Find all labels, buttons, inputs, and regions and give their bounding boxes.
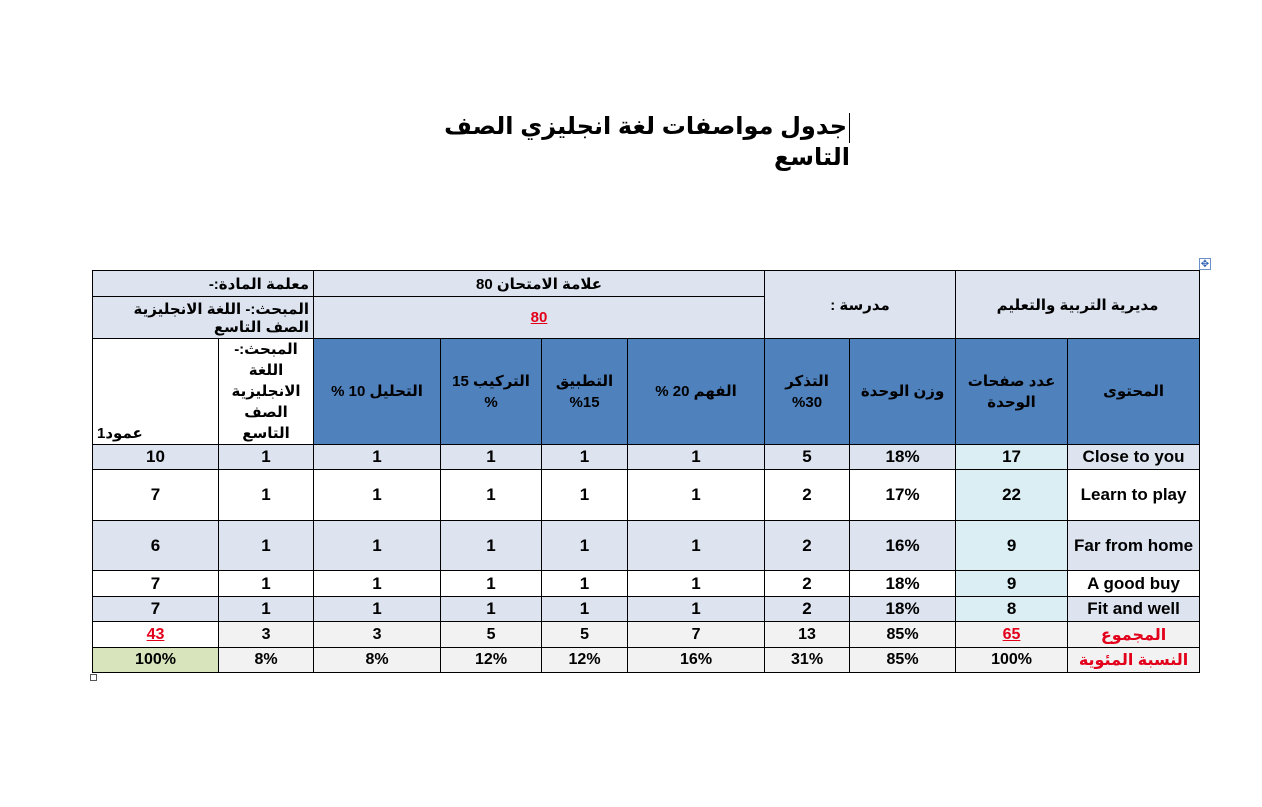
row-analyze: 1 <box>314 470 441 521</box>
percentages-understand: 16% <box>628 648 765 673</box>
row-pages: 9 <box>956 521 1068 571</box>
row-pages: 17 <box>956 445 1068 470</box>
percentages-remember: 31% <box>765 648 850 673</box>
percentages-weight: 85% <box>850 648 956 673</box>
text-cursor <box>849 113 850 143</box>
totals-column1: 43 <box>93 622 219 648</box>
row-remember: 2 <box>765 597 850 622</box>
directorate-cell: مديرية التربية والتعليم <box>956 271 1200 339</box>
percentages-row <box>93 648 1200 673</box>
row-apply: 1 <box>542 597 628 622</box>
totals-subject: 3 <box>219 622 314 648</box>
row-understand: 1 <box>628 521 765 571</box>
row-pages: 9 <box>956 571 1068 597</box>
row-apply: 1 <box>542 521 628 571</box>
col-compose: التركيب 15 % <box>441 339 542 445</box>
row-compose: 1 <box>441 445 542 470</box>
col-column1: عمود1 <box>93 339 219 445</box>
totals-pages: 65 <box>956 622 1068 648</box>
school-cell: مدرسة : <box>765 271 956 339</box>
row-column1: 7 <box>93 597 219 622</box>
row-remember: 2 <box>765 521 850 571</box>
table-row <box>93 597 1200 622</box>
row-column1: 7 <box>93 470 219 521</box>
col-weight: وزن الوحدة <box>850 339 956 445</box>
exam-mark-value: 80 <box>314 297 765 339</box>
row-understand: 1 <box>628 470 765 521</box>
teacher-cell: معلمة المادة:- <box>93 271 314 297</box>
col-apply: التطبيق 15% <box>542 339 628 445</box>
table-row <box>93 571 1200 597</box>
row-subject: 1 <box>219 597 314 622</box>
row-analyze: 1 <box>314 571 441 597</box>
col-analyze: التحليل 10 % <box>314 339 441 445</box>
totals-remember: 13 <box>765 622 850 648</box>
exam-mark-label: علامة الامتحان 80 <box>314 271 765 297</box>
row-compose: 1 <box>441 597 542 622</box>
percentages-analyze: 8% <box>314 648 441 673</box>
row-understand: 1 <box>628 571 765 597</box>
totals-label: المجموع <box>1068 622 1200 648</box>
row-pages: 22 <box>956 470 1068 521</box>
row-weight: 18% <box>850 571 956 597</box>
table-row <box>93 521 1200 571</box>
page-title: جدول مواصفات لغة انجليزي الصف التاسع <box>444 113 850 171</box>
table-row <box>93 470 1200 521</box>
row-content: Far from home <box>1068 521 1200 571</box>
percentages-pages: 100% <box>956 648 1068 673</box>
totals-understand: 7 <box>628 622 765 648</box>
percentages-apply: 12% <box>542 648 628 673</box>
row-subject: 1 <box>219 521 314 571</box>
percentages-compose: 12% <box>441 648 542 673</box>
row-column1: 10 <box>93 445 219 470</box>
row-weight: 16% <box>850 521 956 571</box>
col-understand: الفهم 20 % <box>628 339 765 445</box>
col-remember: التذكر 30% <box>765 339 850 445</box>
totals-compose: 5 <box>441 622 542 648</box>
row-analyze: 1 <box>314 521 441 571</box>
col-content: المحتوى <box>1068 339 1200 445</box>
subject-cell: المبحث:- اللغة الانجليزية الصف التاسع <box>93 297 314 339</box>
percentages-column1: 100% <box>93 648 219 673</box>
table-resize-handle[interactable] <box>90 674 97 681</box>
row-subject: 1 <box>219 470 314 521</box>
column-header-row <box>93 339 1200 445</box>
row-weight: 18% <box>850 445 956 470</box>
row-remember: 2 <box>765 470 850 521</box>
row-subject: 1 <box>219 571 314 597</box>
row-compose: 1 <box>441 571 542 597</box>
col-pages: عدد صفحات الوحدة <box>956 339 1068 445</box>
totals-analyze: 3 <box>314 622 441 648</box>
row-analyze: 1 <box>314 597 441 622</box>
row-understand: 1 <box>628 445 765 470</box>
row-apply: 1 <box>542 470 628 521</box>
row-remember: 2 <box>765 571 850 597</box>
totals-weight: 85% <box>850 622 956 648</box>
row-remember: 5 <box>765 445 850 470</box>
row-column1: 7 <box>93 571 219 597</box>
row-apply: 1 <box>542 445 628 470</box>
totals-row <box>93 622 1200 648</box>
table-move-handle-icon[interactable]: ✥ <box>1200 259 1210 270</box>
row-apply: 1 <box>542 571 628 597</box>
row-analyze: 1 <box>314 445 441 470</box>
col-subject: المبحث:- اللغة الانجليزية الصف التاسع <box>219 339 314 445</box>
row-weight: 17% <box>850 470 956 521</box>
row-compose: 1 <box>441 470 542 521</box>
row-content: Learn to play <box>1068 470 1200 521</box>
row-weight: 18% <box>850 597 956 622</box>
totals-apply: 5 <box>542 622 628 648</box>
specification-table <box>92 270 1200 673</box>
row-subject: 1 <box>219 445 314 470</box>
row-content: Fit and well <box>1068 597 1200 622</box>
percentages-subject: 8% <box>219 648 314 673</box>
header-row-1 <box>93 271 1200 297</box>
row-compose: 1 <box>441 521 542 571</box>
row-content: A good buy <box>1068 571 1200 597</box>
row-understand: 1 <box>628 597 765 622</box>
row-column1: 6 <box>93 521 219 571</box>
row-pages: 8 <box>956 597 1068 622</box>
table-row <box>93 445 1200 470</box>
row-content: Close to you <box>1068 445 1200 470</box>
percentages-label: النسبة المئوية <box>1068 648 1200 673</box>
